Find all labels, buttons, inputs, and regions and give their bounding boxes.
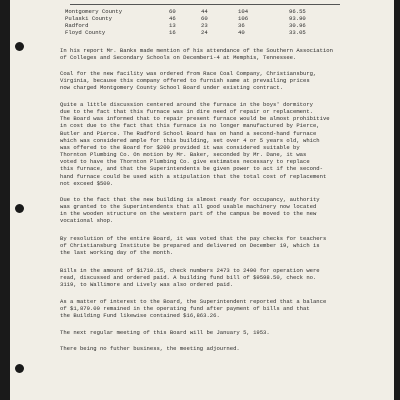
table-cell: 60 <box>169 8 176 15</box>
enrollment-table <box>60 0 340 36</box>
paragraph-furnace: Quite a little discussion centered around the furnace in the boys' dormitory due to the fact that this furnace was in dire need of repair or replacement. The Board was informed that to repair present furnace would be almost prohibitive in cost due to the fact that this furnace is no longer manufactured by Pierce, Butler and Pierce. The Radford School Board has on hand a second-hand furnace which was considered ample for this building, set over 4 or 5 years old, which was offered to the Board for $200 provided it was considered suitable by Thornton Plumbing Co. On motion by Mr. Baker, seconded by Mr. Dane, it was voted to have the Thornton Plumbing Co. give estimates necessary to replace this furnace, and that the Superintendents be given power to act if the second- hand furnace could be used with a stipulation that the total cost of replacement not exceed $500. <box>60 101 330 187</box>
table-cell: Pulaski County <box>65 15 112 22</box>
table-rule <box>70 4 340 5</box>
table-cell: 60 <box>201 15 208 22</box>
paragraph-next-meeting: The next regular meeting of this Board will be January 5, 1953. <box>60 329 270 336</box>
paragraph-adjourned: There being no futher business, the meeting adjourned. <box>60 345 240 352</box>
table-cell: 13 <box>169 22 176 29</box>
table-cell: 36 <box>238 22 245 29</box>
table-cell: 16 <box>169 29 176 36</box>
table-cell: 44 <box>201 8 208 15</box>
paragraph-bills: Bills in the amount of $1710.15, check numbers 2473 to 2490 for operation were read, discussed and ordered paid. A building fund bill of $9598.50, check no. 3119, to Wallimore and Lively was also ordered paid. <box>60 267 320 289</box>
table-cell: 24 <box>201 29 208 36</box>
paragraph-conference: In his report Mr. Banks made mention of his attendance of the Southern Association of Colleges and Secondary Schools on December1-4 at Memphis, Tennessee. <box>60 47 333 62</box>
paragraph-coal-order: Coal for the new facility was ordered from Race Coal Company, Christiansburg, Virginia, because this company offered to furnish same at prevailing prices now charged Montgomery County School Board under existing contract. <box>60 70 317 92</box>
punch-hole <box>15 364 24 373</box>
paragraph-pay-checks: By resolution of the entire Board, it was voted that the pay checks for teachers of Christiansburg Institute be prepared and delivered on December 19, which is the last working day of the month. <box>60 235 327 257</box>
document-page <box>10 0 394 400</box>
table-row <box>60 29 340 36</box>
paragraph-balance: As a matter of interest to the Board, the Superintendent reported that a balance of $1,879.00 remained in the operating fund after payment of bills and that the Building Fund likewise contained $16,863.26. <box>60 298 327 320</box>
table-cell: 30.96 <box>289 22 306 29</box>
punch-hole <box>15 204 24 213</box>
table-cell: Floyd County <box>65 29 106 36</box>
table-cell: 93.90 <box>289 15 306 22</box>
table-cell: Montgomery County <box>65 8 123 15</box>
punch-hole <box>15 42 24 51</box>
table-cell: 23 <box>201 22 208 29</box>
table-cell: 104 <box>238 8 249 15</box>
table-cell: 96.55 <box>289 8 306 15</box>
table-row <box>60 15 340 22</box>
table-cell: 33.05 <box>289 29 306 36</box>
table-cell: 106 <box>238 15 249 22</box>
table-cell: 46 <box>169 15 176 22</box>
table-cell: Radford <box>65 22 89 29</box>
table-row <box>60 8 340 15</box>
table-row <box>60 22 340 29</box>
table-cell: 40 <box>238 29 245 36</box>
paragraph-machinery: Due to the fact that the new building is almost ready for occupancy, authority was granted to the Superintendents that all good usable machinery now located in the wooden structure on the western part of the campus be moved to the new vocational shop. <box>60 196 320 225</box>
